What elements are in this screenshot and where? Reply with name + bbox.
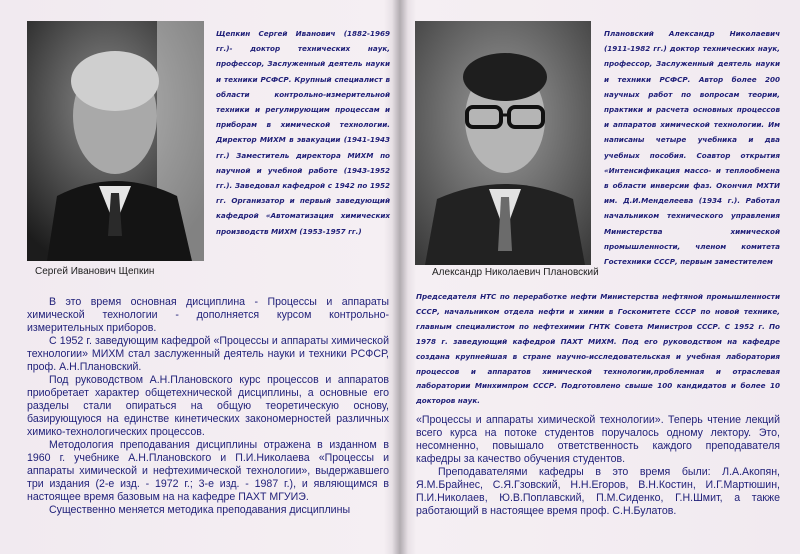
caption-planovsky: Александр Николаевич Плановский xyxy=(432,267,599,278)
right-body-text xyxy=(416,414,780,518)
portrait-shchepkin xyxy=(27,21,204,261)
left-body-text xyxy=(27,296,389,517)
paragraph: Преподавателями кафедры в это время были: Л.А.Акопян, Я.М.Брайнес, С.Я.Гзовский, Н.Н.Егоров, В.Н.Костин, И.Г.Мартюшин, П.И.Николаев, Ю.В.Пoплавский, П.М.Сиденко, Г.Н.Шмит, а также работающий в настоящее время проф. С.Н.Булатов. xyxy=(416,466,780,517)
page-gutter xyxy=(392,0,408,554)
paragraph: «Процессы и аппараты химической технологии». Теперь чтение лекций всего курса на потоке студентов поручалось одному лектору. Это, несомненно, повышало ответственность каждого преподавателя кафедры за качество обучения студентов. xyxy=(416,414,780,465)
paragraph: Существенно меняется методика преподавания дисциплины xyxy=(49,504,351,516)
paragraph: Под руководством А.Н.Плановского курс процессов и аппаратов приобретает характер общетехнической дисциплины, а основные его разделы стали опираться на общую теоретическую основу, базирующуюся на единстве кинетических закономерностей различных химико-технологических процессов. xyxy=(27,374,389,438)
bio-planovsky: Плановский Александр Николаевич (1911-1982 гг.) доктор технических наук, профессор, Заслуженный деятель науки и техники РСФСР. Автор более 200 научных работ по вопросам теории, практики и расчета основных процессов и аппаратов химической технологии. Им написаны четыре учебника и два учебных пособия. Соавтор открытия «Интенсификация массо- и теплообмена в области инверсии фаз. Окончил МХТИ им. Д.И.Менделеева (1934 г.). Работал начальником технического управления Министерства химической промышленности, членом комитета Гостехники СССР, первым заместителем xyxy=(604,29,780,267)
bio-shchepkin: Щепкин Сергей Иванович (1882-1969 гг.)- доктор технических наук, профессор, Заслуженный деятель науки и техники РСФСР. Крупный специалист в области контрольно-измерительной техники и регулирующим процессам и приборам в химической технологии. Директор МИХМ в эвакуации (1941-1943 гг.) Заместитель директора МИХМ по научной и учебной работе (1943-1952 гг.). Заведовал кафедрой с 1942 по 1952 гг. Организатор и первый заведующий кафедрой «Автоматизация химических производств МИХМ (1953-1957 гг.) xyxy=(216,29,390,236)
paragraph: В это время основная дисциплина - Процессы и аппараты химической технологии - дополняется курсом контрольно-измерительных приборов. xyxy=(27,296,389,334)
paragraph: Методология преподавания дисциплины отражена в изданном в 1960 г. учебнике А.Н.Плановского и П.И.Николаева «Процессы и аппараты химической и нефтехимической технологии», выдержавшего три издания (2-е изд. - 1972 г.; 3-е изд. - 1987 г.), и являющимся в настоящее время базовым на на кафедре ПАХТ МГУИЭ. xyxy=(27,439,389,503)
caption-shchepkin: Сергей Иванович Щепкин xyxy=(35,266,155,277)
bio-planovsky-continued: Председателя НТС по переработке нефти Министерства нефтяной промышленности СССР, начальником отдела нефти и химии в Госкомитете СССР по новой технике, главным специалистом по нефтехимии ГНТК Совета Министров СССР. С 1952 г. По 1978 г. заведующий кафедрой ПАХТ МИХМ. Под его руководством на кафедре создана крупнейшая в стране научно-исследовательская и учебная лаборатория процессов и аппаратов химической технологии,проблемная и отраслевая лаборатории Минхимпром СССР. Подготовлено свыше 100 кандидатов и более 10 докторов наук. xyxy=(416,292,780,406)
portrait-planovsky xyxy=(415,21,591,265)
paragraph: С 1952 г. заведующим кафедрой «Процессы и аппараты химической технологии» МИХМ стал заслуженный деятель науки и техники РСФСР, проф. А.Н.Плановский. xyxy=(27,335,389,373)
